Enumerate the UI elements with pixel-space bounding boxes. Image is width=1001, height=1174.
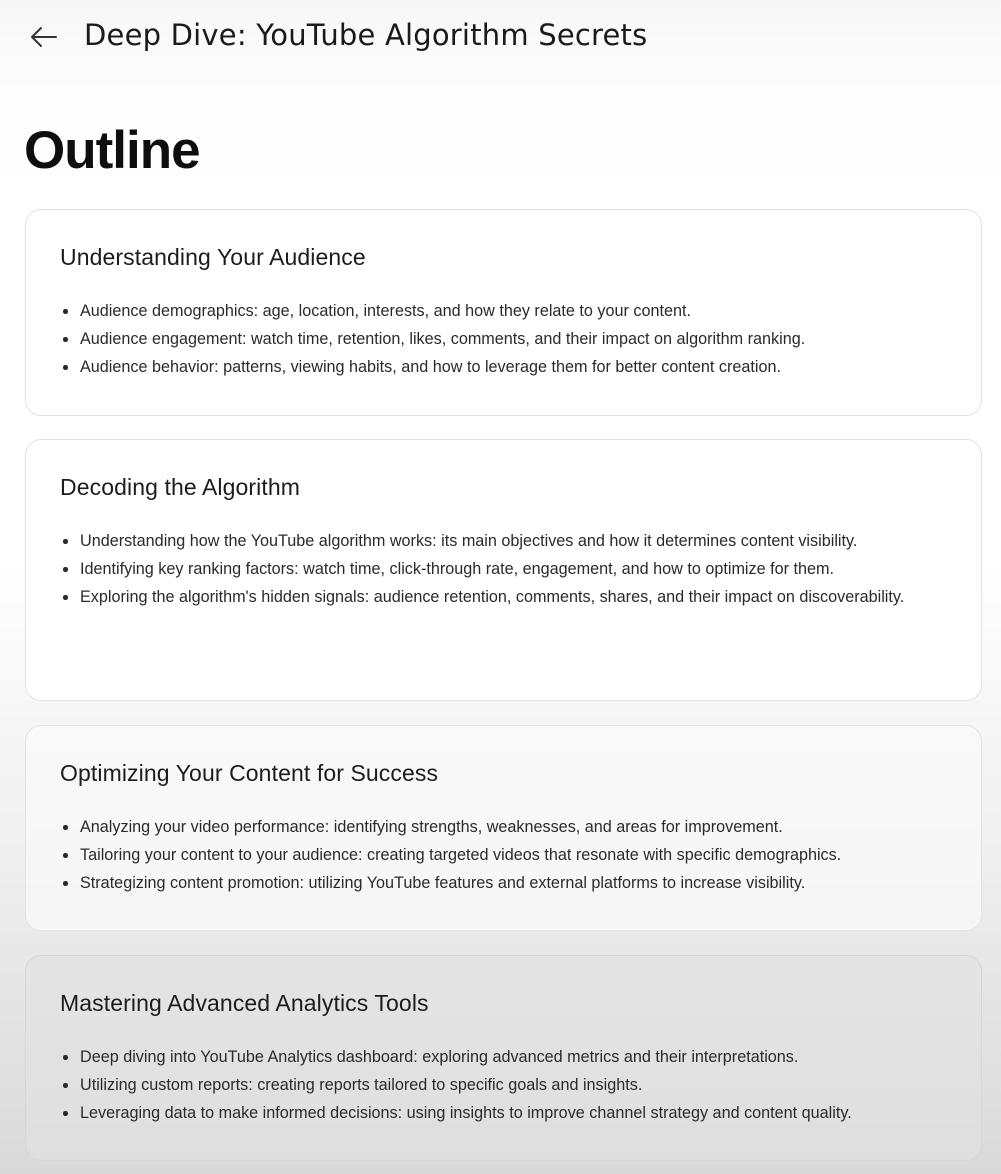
arrow-left-icon <box>26 20 62 54</box>
section-bullet-list <box>60 527 947 611</box>
bullet-item: Strategizing content promotion: utilizing YouTube features and external platforms to increase visibility. <box>60 869 947 897</box>
section-title: Decoding the Algorithm <box>60 474 301 500</box>
section-title: Optimizing Your Content for Success <box>60 760 439 786</box>
bullet-item: Audience demographics: age, location, interests, and how they relate to your content. <box>60 297 947 325</box>
outline-section-card <box>25 955 982 1161</box>
section-title: Mastering Advanced Analytics Tools <box>60 990 429 1016</box>
section-bullet-list <box>60 813 947 897</box>
section-bullet-list <box>60 297 947 381</box>
bullet-item: Audience behavior: patterns, viewing habits, and how to leverage them for better content creation. <box>60 353 947 381</box>
outline-section-card <box>25 209 982 416</box>
bullet-item: Understanding how the YouTube algorithm works: its main objectives and how it determines content visibility. <box>60 527 947 555</box>
back-button[interactable] <box>26 20 62 54</box>
outline-section-card <box>25 725 982 931</box>
outline-section-card <box>25 439 982 701</box>
top-bar <box>0 0 1001 78</box>
bullet-item: Deep diving into YouTube Analytics dashboard: exploring advanced metrics and their interpretations. <box>60 1043 947 1071</box>
document-title: Deep Dive: YouTube Algorithm Secrets <box>84 18 648 52</box>
bullet-item: Audience engagement: watch time, retention, likes, comments, and their impact on algorithm ranking. <box>60 325 947 353</box>
bullet-item: Tailoring your content to your audience: creating targeted videos that resonate with specific demographics. <box>60 841 947 869</box>
bullet-item: Leveraging data to make informed decisions: using insights to improve channel strategy and content quality. <box>60 1099 947 1127</box>
bullet-item: Exploring the algorithm's hidden signals: audience retention, comments, shares, and their impact on discoverability. <box>60 583 947 611</box>
bullet-item: Utilizing custom reports: creating reports tailored to specific goals and insights. <box>60 1071 947 1099</box>
section-bullet-list <box>60 1043 947 1127</box>
outline-heading: Outline <box>24 121 200 180</box>
section-title: Understanding Your Audience <box>60 244 366 270</box>
bullet-item: Analyzing your video performance: identifying strengths, weaknesses, and areas for improvement. <box>60 813 947 841</box>
bullet-item: Identifying key ranking factors: watch time, click-through rate, engagement, and how to optimize for them. <box>60 555 947 583</box>
